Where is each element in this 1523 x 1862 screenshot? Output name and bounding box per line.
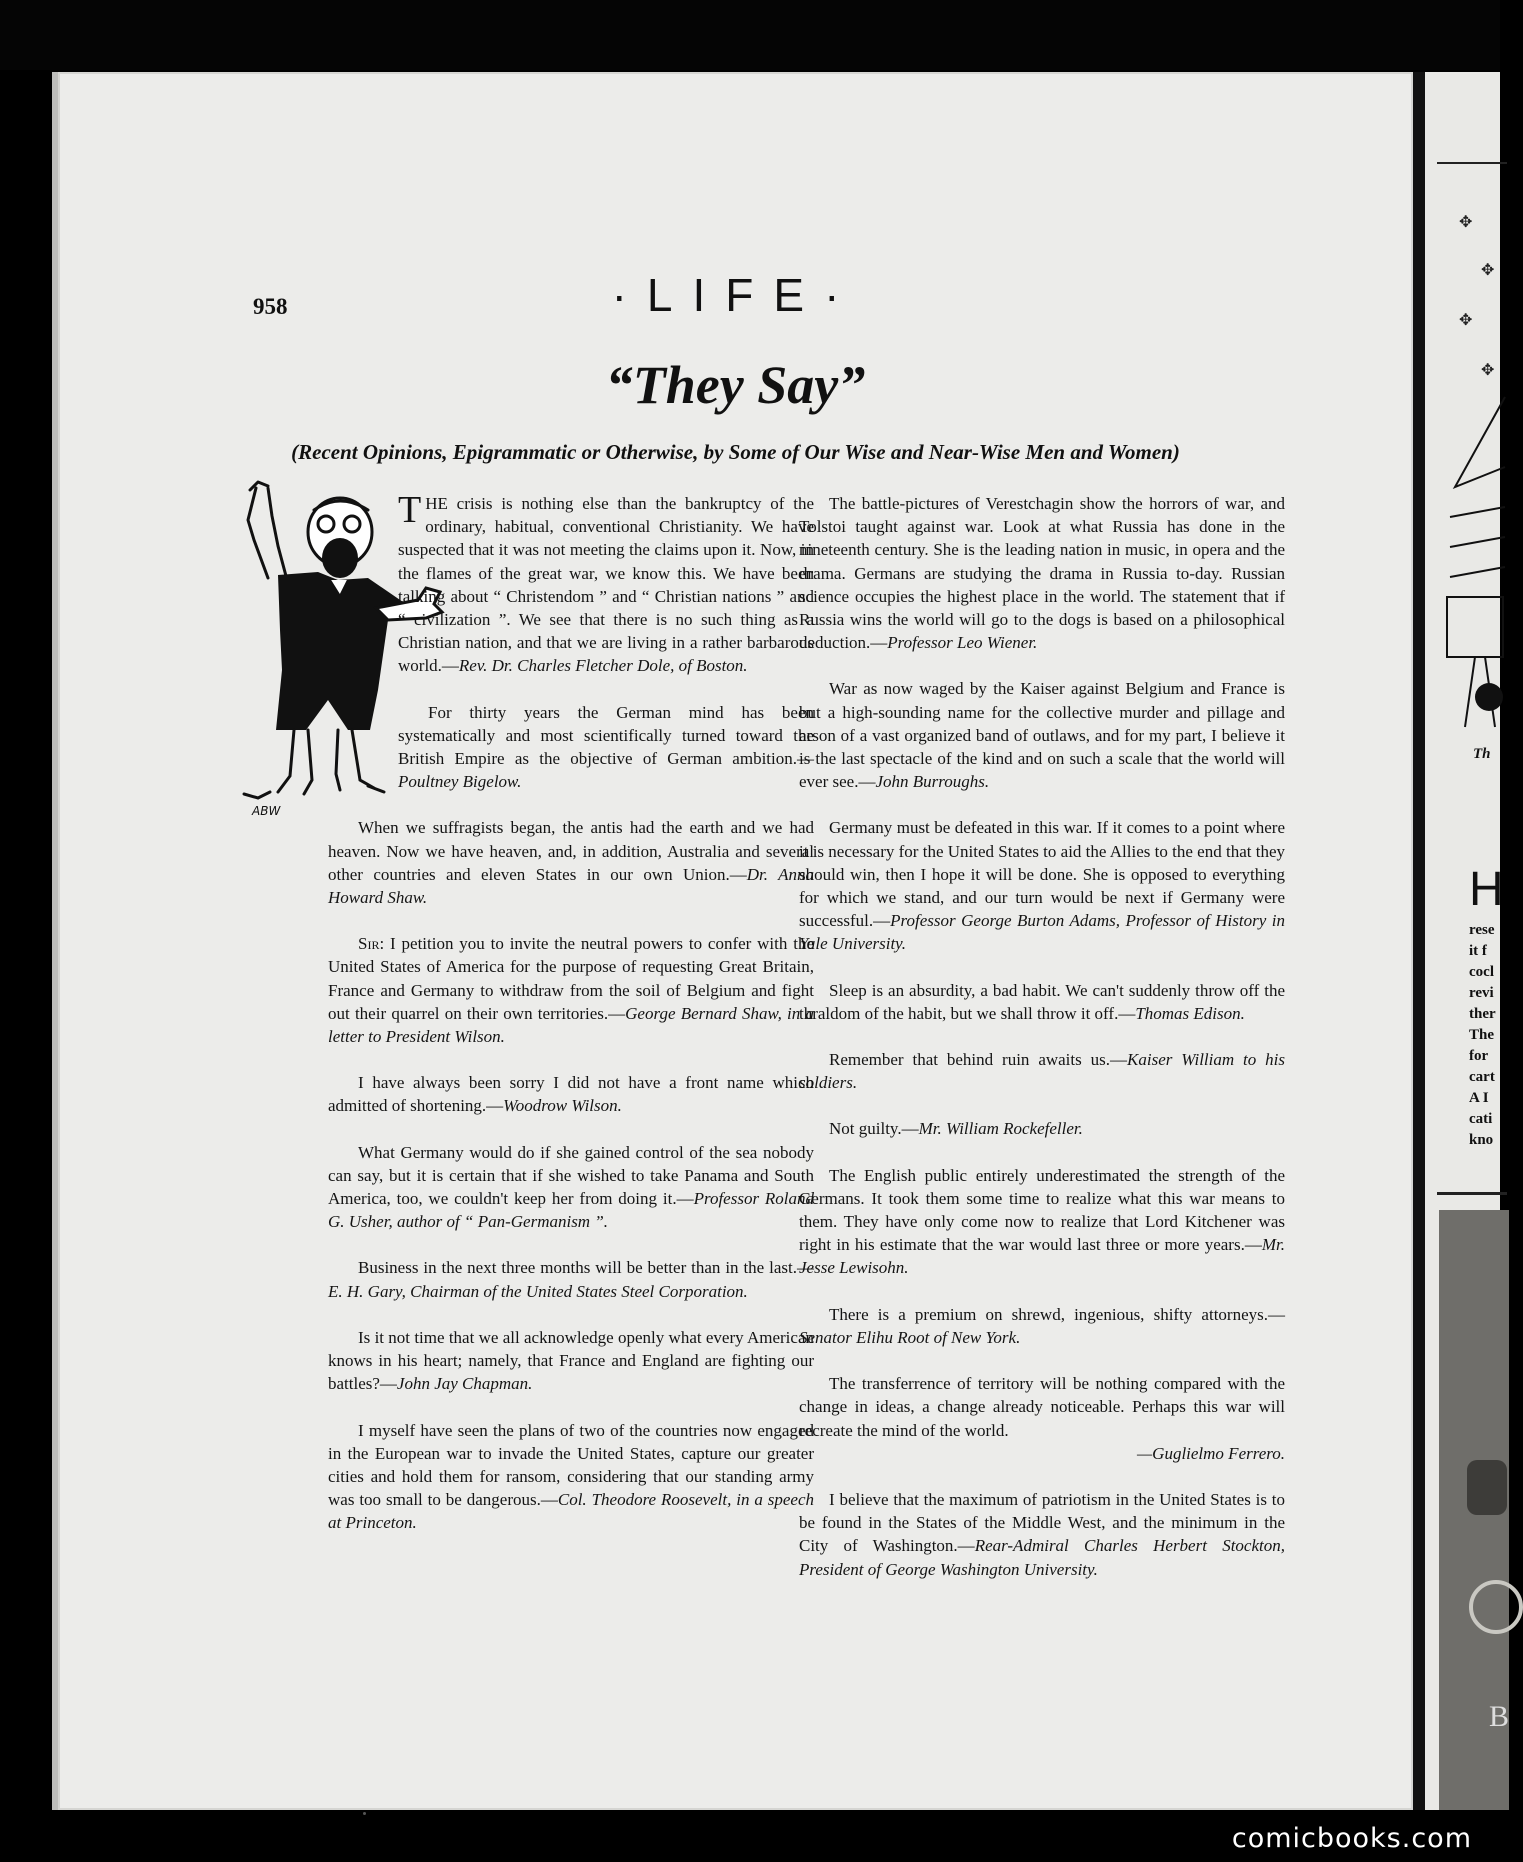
print-speck [363,1812,366,1815]
quote-attribution: George Bernard Shaw, in a letter to President Wilson. [328,1003,815,1047]
quote-attribution: Mr. William Rockefeller. [918,1119,1083,1139]
facing-line: kno [1469,1132,1494,1148]
quote-adams [799,816,1285,955]
quote-attribution: Poultney Bigelow. [398,772,522,792]
ornament-icon: ✥ [1481,362,1495,379]
quote-attribution: John Jay Chapman. [396,1374,533,1394]
quote-lewisohn [799,1164,1285,1280]
quote-burroughs [799,677,1285,793]
quote-attribution: Dr. Anna Howard Shaw. [328,864,814,908]
facing-line: A I [1469,1090,1489,1106]
magazine-page [58,72,1413,1810]
quote-shaw-anna [328,816,814,909]
quote-usher [328,1141,814,1234]
quote-ferrero [799,1372,1285,1465]
facing-initial: H [1469,863,1504,916]
photo-shape [1467,1460,1507,1515]
quote-attribution: —Guglielmo Ferrero. [1137,1443,1285,1463]
quote-attribution: Woodrow Wilson. [503,1096,622,1116]
quote-rockefeller [799,1117,1285,1140]
facing-line: for [1469,1048,1489,1064]
quote-dole [398,489,814,678]
quote-kaiser [799,1048,1285,1094]
photo-shape [1469,1580,1523,1634]
quote-text: The English public entirely underestimated the strength of the Germans. It took them some time to realize what this war means to them. They have only come now to realize that Lord Kitchener was right in his estimate that the war would last three or more years.— [799,1165,1285,1255]
facing-text-fragment [1469,920,1496,1151]
facing-line: ther [1469,1006,1496,1022]
quote-text: I myself have seen the plans of two of the countries now engaged in the European war to invade the United States, capture our greater cities and hold them for ransom, considering that our standing army was too small to be dangerous.— [328,1420,814,1510]
quote-gary [328,1256,814,1302]
quote-text: The transferrence of territory will be nothing compared with the change in ideas, a change already noticeable. Perhaps this war will recreate the mind of the world. [799,1374,1285,1440]
salutation: Sir [358,934,380,954]
facing-line: it f [1469,943,1487,959]
quote-roosevelt [328,1419,814,1535]
quote-attribution: Rear-Admiral Charles Herbert Stockton, President of George Washington University. [799,1536,1285,1579]
quote-stockton [799,1488,1285,1581]
quote-bigelow [398,701,814,794]
scan-border-top [0,0,1500,70]
quote-text: Business in the next three months will be better than in the last.— [358,1258,814,1278]
quote-shaw-bernard [328,932,814,1048]
quote-wilson [328,1071,814,1117]
page-number: 958 [253,294,288,319]
quote-attribution: John Burroughs. [875,772,990,792]
quote-text: : I petition you to invite the neutral powers to confer with the United States of America for the purpose of requesting Great Britain, France and Germany to withdraw from the soil of Belgium and fight out their quarrel on their own territories.— [328,934,814,1023]
quote-text: The battle-pictures of Verestchagin show the horrors of war, and Tolstoi taught against war. Look at what Russia has done in the nineteenth century. She is the leading nation in music, in opera and the drama. Germans are studying the drama in Russia to-day. Russian science occupies the highest place in the world. The statement that if Russia wins the world will go to the dogs is based on a philosophical deduction.— [799,494,1285,653]
page-gutter [1413,72,1425,1810]
photo-letter: B [1489,1700,1510,1733]
facing-caption: Th [1473,746,1491,762]
quote-chapman [328,1326,814,1396]
masthead: ·LIFE· [611,269,860,321]
quote-attribution: Mr. Jesse Lewisohn. [799,1235,1285,1278]
ornament-icon: ✥ [1459,214,1473,231]
quote-text: What Germany would do if she gained control of the sea nobody can say, but it is certain that if she wished to take Panama and South America, too, we couldn't keep her from doing it.— [328,1142,814,1209]
facing-page-illustration [1445,397,1505,737]
left-column [328,489,815,1535]
quote-text: Not guilty.— [829,1119,919,1139]
quote-text: Germany must be defeated in this war. If it comes to a point where it is necessary for the United States to aid the Allies to the end that they should win, then I hope it will be done. She is opposed to everything for which we stand, and our turn would be next if Germany were successful.— [799,818,1285,931]
ornament-icon: ✥ [1481,262,1495,279]
facing-page-photo [1439,1210,1509,1810]
facing-line: The [1469,1027,1495,1043]
facing-page-rule [1437,1192,1507,1195]
quote-attribution: E. H. Gary, Chairman of the United States Steel Corporation. [328,1281,748,1301]
quote-attribution: Professor George Burton Adams, Professor of History in Yale University. [799,911,1285,954]
facing-line: cart [1469,1069,1495,1085]
article-subtitle: (Recent Opinions, Epigrammatic or Otherwise, by Some of Our Wise and Near-Wise Men and Women) [291,440,1180,464]
quote-text: When we suffragists began, the antis had the earth and we had heaven. Now we have heaven, and, in addition, Australia and several other countries and eleven States in our own Union.— [328,818,814,884]
facing-line: cati [1469,1111,1493,1127]
cartoon-signature: ABW [252,804,281,818]
quote-text: HE crisis is nothing else than the bankruptcy of the ordinary, habitual, conventional Christianity. We have suspected that it was not meeting the claims upon it. Now, in the flames of the great war, we know this. We have been talking about “ Christendom ” and “ Christian nations ” and “ civilization ”. We see that there is no such thing as a Christian nation, and that we are living in a rather barbarous world.— [398,494,814,676]
source-watermark: comicbooks.com [1231,1823,1472,1854]
facing-line: rese [1469,922,1495,938]
quote-attribution: Thomas Edison. [1135,1003,1245,1023]
quote-text: There is a premium on shrewd, ingenious, shifty attorneys.— [829,1304,1285,1324]
drop-cap: T [398,489,422,531]
quote-attribution: Col. Theodore Roosevelt, in a speech at Princeton. [328,1490,814,1533]
quote-attribution: Kaiser William to his soldiers. [799,1050,1285,1093]
quote-attribution: Senator Elihu Root of New York. [799,1327,1021,1347]
quote-text: I believe that the maximum of patriotism in the United States is to be found in the States of the Middle West, and the minimum in the City of Washington.— [799,1489,1285,1556]
facing-page-fragment [1425,72,1510,1810]
quote-wiener [799,492,1285,654]
quote-text: War as now waged by the Kaiser against Belgium and France is but a high-sounding name for the collective murder and pillage and arson of a vast organized band of outlaws, and for my part, I believe it is the last spectacle of the kind and on such a scale that the world will ever see.— [799,679,1285,792]
quote-attribution: Professor Leo Wiener. [887,633,1038,653]
ornament-icon: ✥ [1459,312,1473,329]
facing-page-rule [1437,162,1507,164]
facing-line: revi [1469,985,1494,1001]
article-title: “They Say” [605,355,866,415]
quote-text: Is it not time that we all acknowledge openly what every American knows in his heart; namely, that France and England are fighting our battles?— [328,1327,814,1394]
quote-root [799,1303,1285,1349]
facing-line: cocl [1469,964,1494,980]
quote-edison [799,979,1285,1025]
right-column [799,492,1285,1581]
quote-text: I have always been sorry I did not have a front name which admitted of shortening.— [328,1073,814,1116]
quote-attribution: Rev. Dr. Charles Fletcher Dole, of Boston. [458,656,748,676]
quote-text: For thirty years the German mind has been systematically and most scientifically turned toward the British Empire as the objective of German ambition.— [398,702,814,769]
quote-text: Remember that behind ruin awaits us.— [829,1050,1128,1070]
quote-attribution: Professor Roland G. Usher, author of “ Pan-Germanism ”. [328,1189,815,1232]
quote-text: Sleep is an absurdity, a bad habit. We can't suddenly throw off the thraldom of the habit, but we shall throw it off.— [799,980,1285,1023]
